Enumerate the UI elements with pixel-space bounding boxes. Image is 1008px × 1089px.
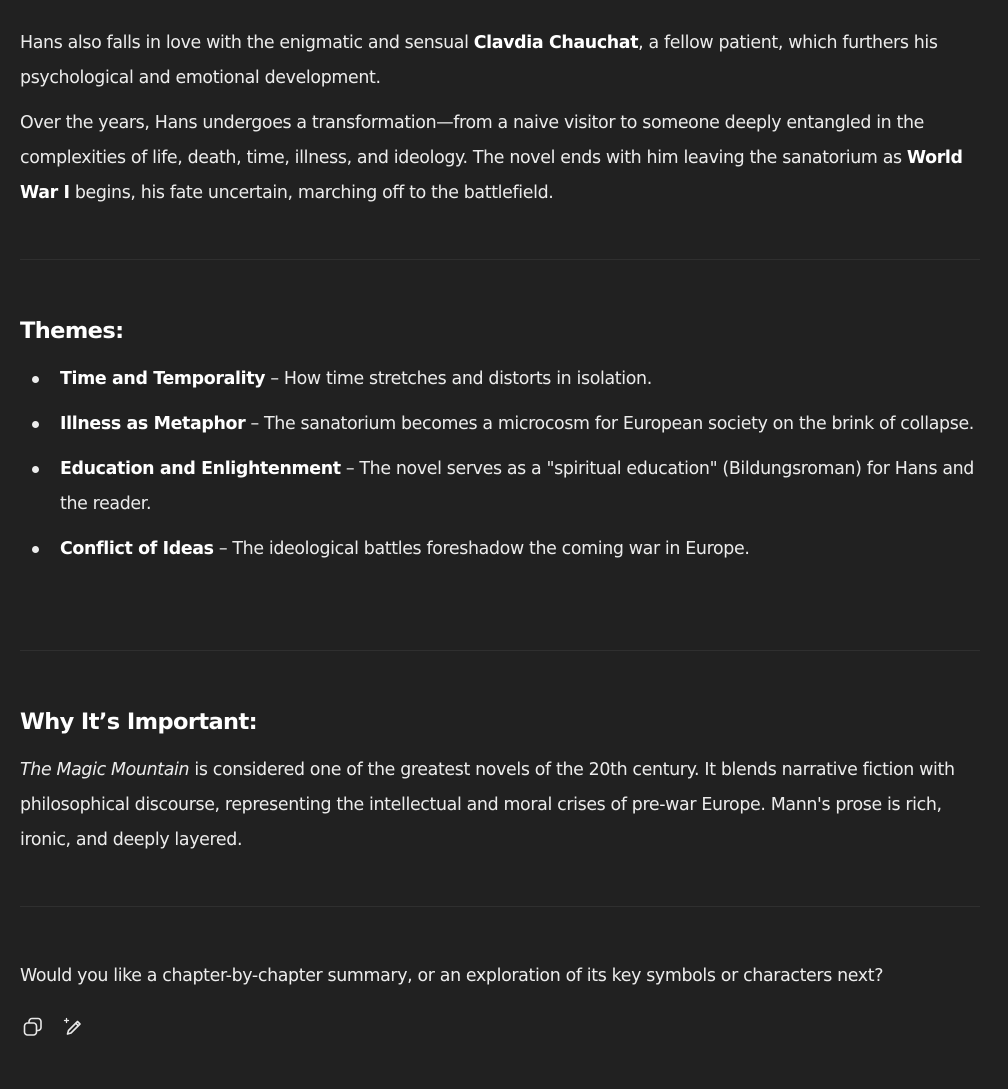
section-divider	[20, 906, 980, 907]
list-item	[20, 407, 980, 442]
book-title: The Magic Mountain	[20, 760, 190, 780]
list-item	[20, 532, 980, 567]
text-span: begins, his fate uncertain, marching off to the battlefield.	[69, 183, 554, 203]
list-item	[20, 452, 980, 522]
theme-title: Time and Temporality	[60, 369, 266, 389]
why-important-paragraph	[20, 753, 980, 858]
bullet-icon	[32, 546, 39, 553]
theme-title: Conflict of Ideas	[60, 539, 214, 559]
section-divider	[20, 259, 980, 260]
theme-text: – The novel serves as a "spiritual education" (Bildungsroman) for Hans and the reader.	[60, 459, 974, 514]
bullet-icon	[32, 466, 39, 473]
text-span: Over the years, Hans undergoes a transformation—from a naive visitor to someone deeply entangled in the complexities of life, death, time, illness, and ideology. The novel ends with him leaving the sanatorium as	[20, 113, 925, 168]
copy-button[interactable]	[20, 1014, 46, 1040]
theme-text: – The ideological battles foreshadow the coming war in Europe.	[213, 539, 750, 559]
text-span: is considered one of the greatest novels of the 20th century. It blends narrative fiction with philosophical discourse, representing the intellectual and moral crises of pre-war Europe. Mann's prose is rich, ironic, and deeply layered.	[20, 760, 955, 850]
edit-button[interactable]	[60, 1014, 86, 1040]
edit-sparkle-icon	[61, 1015, 85, 1039]
message-actions	[20, 1014, 86, 1040]
intro-paragraph-2	[20, 106, 980, 211]
intro-paragraph-1	[20, 26, 980, 96]
themes-heading: Themes:	[20, 318, 124, 344]
theme-title: Education and Enlightenment	[60, 459, 341, 479]
text-span: , a fellow patient, which furthers his psychological and emotional development.	[20, 33, 938, 88]
why-important-heading: Why It’s Important:	[20, 709, 258, 735]
bullet-icon	[32, 376, 39, 383]
themes-list	[20, 362, 980, 577]
followup-question: Would you like a chapter-by-chapter summary, or an exploration of its key symbols or characters next?	[20, 966, 884, 986]
text-span: Hans also falls in love with the enigmatic and sensual	[20, 33, 474, 53]
theme-text: – The sanatorium becomes a microcosm for European society on the brink of collapse.	[245, 414, 974, 434]
section-divider	[20, 650, 980, 651]
copy-icon	[21, 1015, 45, 1039]
bold-world-war: World War I	[20, 148, 963, 203]
theme-text: – How time stretches and distorts in isolation.	[265, 369, 652, 389]
theme-title: Illness as Metaphor	[60, 414, 246, 434]
bold-name-clavdia: Clavdia Chauchat	[473, 33, 639, 53]
list-item	[20, 362, 980, 397]
bullet-icon	[32, 421, 39, 428]
